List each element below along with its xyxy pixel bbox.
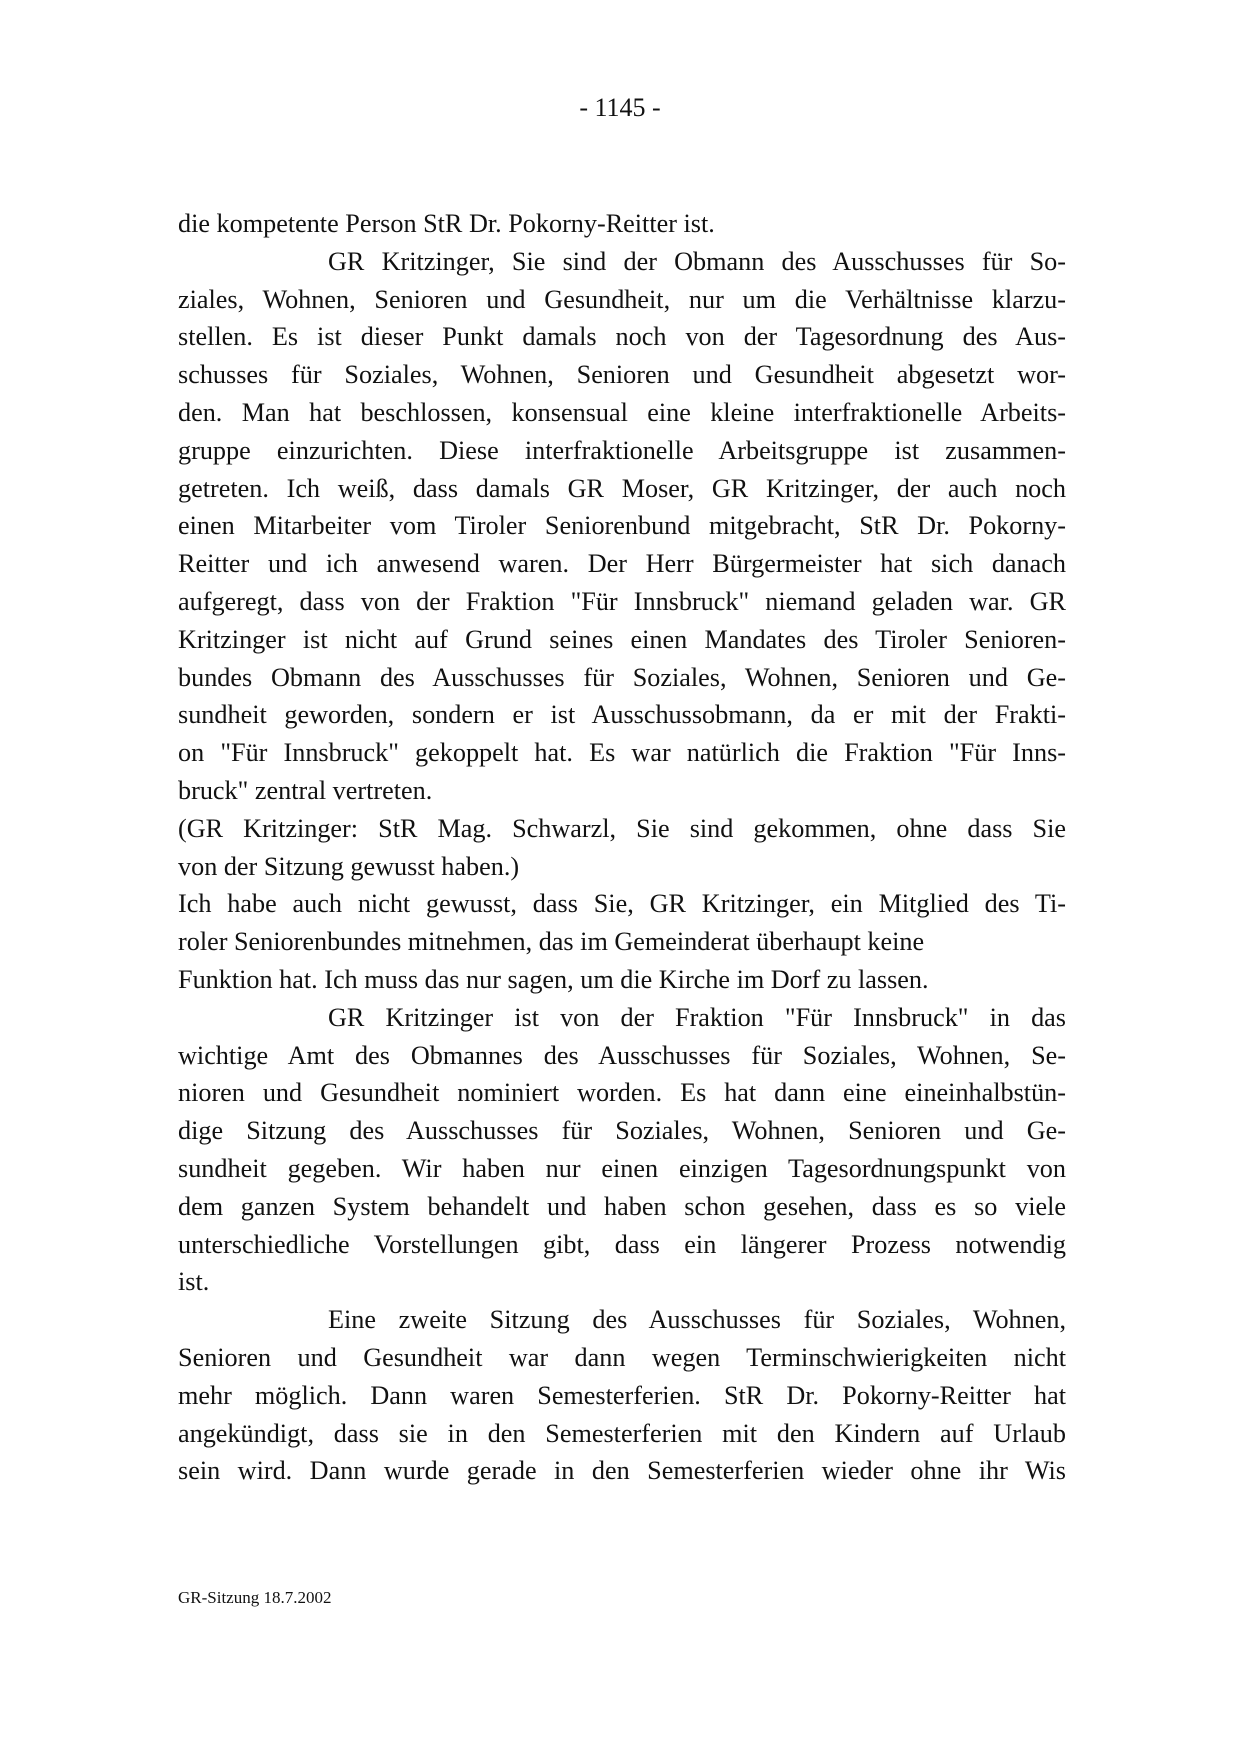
text-line: die kompetente Person StR Dr. Pokorny-Reitter ist.	[178, 209, 715, 238]
text-line: sundheit gegeben. Wir haben nur einen einzigen Tagesordnungspunkt von	[178, 1153, 1066, 1183]
paragraph-start-line: GR Kritzinger ist von der Fraktion "Für Innsbruck" in das	[328, 1002, 1066, 1032]
text-line: Ich habe auch nicht gewusst, dass Sie, GR Kritzinger, ein Mitglied des Ti-	[178, 889, 1066, 919]
document-body	[178, 205, 1066, 1490]
paragraph-start-line: GR Kritzinger, Sie sind der Obmann des Ausschusses für So-	[328, 246, 1066, 276]
text-line: sein wird. Dann wurde gerade in den Semesterferien wieder ohne ihr Wis	[178, 1456, 1066, 1486]
text-line: on "Für Innsbruck" gekoppelt hat. Es war natürlich die Fraktion "Für Inns-	[178, 738, 1066, 768]
text-line: bundes Obmann des Ausschusses für Soziales, Wohnen, Senioren und Ge-	[178, 662, 1066, 692]
text-line: nioren und Gesundheit nominiert worden. Es hat dann eine eineinhalbstün-	[178, 1078, 1066, 1108]
paragraph-start-line: Eine zweite Sitzung des Ausschusses für Soziales, Wohnen,	[328, 1305, 1066, 1335]
text-line: angekündigt, dass sie in den Semesterferien mit den Kindern auf Urlaub	[178, 1418, 1066, 1448]
text-line: Kritzinger ist nicht auf Grund seines einen Mandates des Tiroler Senioren-	[178, 624, 1066, 654]
text-line: einen Mitarbeiter vom Tiroler Seniorenbund mitgebracht, StR Dr. Pokorny-	[178, 511, 1066, 541]
text-line: aufgeregt, dass von der Fraktion "Für Innsbruck" niemand geladen war. GR	[178, 586, 1066, 616]
text-line: unterschiedliche Vorstellungen gibt, dass ein längerer Prozess notwendig	[178, 1229, 1066, 1259]
text-line: Funktion hat. Ich muss das nur sagen, um die Kirche im Dorf zu lassen.	[178, 964, 929, 994]
text-line: gruppe einzurichten. Diese interfraktionelle Arbeitsgruppe ist zusammen-	[178, 435, 1066, 465]
text-line: sundheit geworden, sondern er ist Ausschussobmann, da er mit der Frakti-	[178, 700, 1066, 730]
text-line: wichtige Amt des Obmannes des Ausschusses für Soziales, Wohnen, Se-	[178, 1040, 1066, 1070]
text-line: Senioren und Gesundheit war dann wegen Terminschwierigkeiten nicht	[178, 1342, 1066, 1372]
interjection-line: (GR Kritzinger: StR Mag. Schwarzl, Sie sind gekommen, ohne dass Sie	[178, 813, 1066, 843]
text-line: mehr möglich. Dann waren Semesterferien. StR Dr. Pokorny-Reitter hat	[178, 1380, 1066, 1410]
text-line: den. Man hat beschlossen, konsensual eine kleine interfraktionelle Arbeits-	[178, 397, 1066, 427]
interjection-line: von der Sitzung gewusst haben.)	[178, 851, 520, 881]
page-number: - 1145 -	[579, 93, 661, 122]
text-line: roler Seniorenbundes mitnehmen, das im Gemeinderat überhaupt keine	[178, 927, 925, 957]
text-line: ist.	[178, 1267, 210, 1297]
text-line: schusses für Soziales, Wohnen, Senioren und Gesundheit abgesetzt wor-	[178, 360, 1066, 390]
text-line: Reitter und ich anwesend waren. Der Herr Bürgermeister hat sich danach	[178, 549, 1066, 579]
text-line: stellen. Es ist dieser Punkt damals noch von der Tagesordnung des Aus-	[178, 322, 1066, 352]
text-line: dige Sitzung des Ausschusses für Soziales, Wohnen, Senioren und Ge-	[178, 1116, 1066, 1146]
text-line: getreten. Ich weiß, dass damals GR Moser, GR Kritzinger, der auch noch	[178, 473, 1066, 503]
text-line: ziales, Wohnen, Senioren und Gesundheit, nur um die Verhältnisse klarzu-	[178, 284, 1066, 314]
footer-session-date: GR-Sitzung 18.7.2002	[178, 1588, 332, 1607]
text-line: dem ganzen System behandelt und haben schon gesehen, dass es so viele	[178, 1191, 1066, 1221]
text-line: bruck" zentral vertreten.	[178, 775, 433, 805]
